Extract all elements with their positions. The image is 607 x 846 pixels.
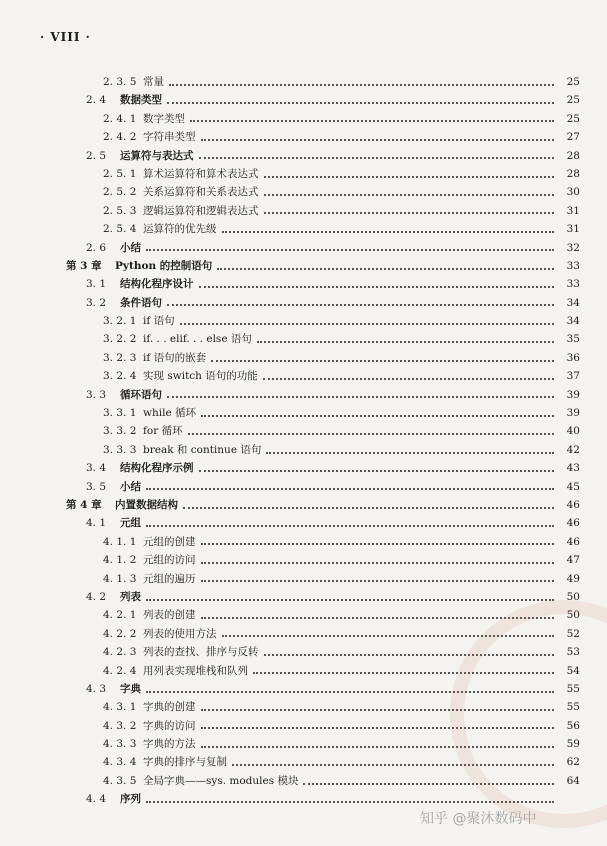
toc-leader-dots [180, 322, 554, 325]
toc-section-row[interactable] [0, 275, 607, 293]
toc-entry-number: 2. 5. 3 [103, 204, 137, 217]
toc-section-row[interactable] [0, 514, 607, 532]
toc-entry-title: 结构化程序示例 [120, 462, 194, 475]
toc-entry-number: 4. 2. 3 [103, 646, 137, 659]
toc-subsection-row[interactable] [0, 165, 607, 183]
toc-entry-title: 运算符的优先级 [143, 223, 217, 236]
toc-leader-dots [167, 303, 554, 306]
toc-entry-number: 3. 2. 3 [103, 351, 137, 364]
toc-leader-dots [222, 634, 555, 637]
toc-leader-dots [188, 432, 554, 435]
toc-leader-dots [190, 119, 554, 122]
toc-entry-number: 3. 3. 1 [103, 407, 137, 420]
toc-entry-number: 第 4 章 [66, 498, 102, 511]
toc-entry-number: 4. 2. 4 [103, 664, 137, 677]
toc-leader-dots [201, 542, 555, 545]
toc-entry-title: 元组的遍历 [143, 572, 196, 585]
toc-page-number: 47 [566, 554, 580, 567]
toc-entry-number: 3. 2. 4 [103, 370, 137, 383]
toc-leader-dots [222, 230, 555, 233]
toc-entry-number: 2. 4. 2 [103, 131, 137, 144]
toc-subsection-row[interactable] [0, 183, 607, 201]
toc-page-number: 25 [566, 112, 580, 125]
toc-page-number: 49 [566, 572, 580, 585]
toc-leader-dots [201, 579, 555, 582]
toc-leader-dots [217, 267, 554, 270]
toc-entry-number: 4. 1. 3 [103, 572, 137, 585]
toc-entry-number: 2. 4 [86, 94, 107, 107]
toc-page-number: 30 [566, 186, 580, 199]
toc-entry-title: 全局字典——sys. modules 模块 [143, 774, 299, 787]
toc-section-row[interactable] [0, 478, 607, 496]
toc-leader-dots [201, 726, 555, 729]
toc-entry-number: 4. 2 [86, 590, 107, 603]
toc-leader-dots [232, 763, 554, 766]
toc-entry-title: 列表的创建 [143, 609, 196, 622]
toc-page-number: 28 [566, 149, 580, 162]
toc-page-number: 46 [566, 535, 580, 548]
toc-page-number: 64 [566, 774, 580, 787]
toc-subsection-row[interactable] [0, 625, 607, 643]
toc-chapter-row[interactable] [0, 496, 607, 514]
toc-subsection-row[interactable] [0, 73, 607, 91]
toc-leader-dots [146, 598, 554, 601]
toc-page-number: 36 [566, 351, 580, 364]
toc-page-number: 50 [566, 590, 580, 603]
toc-page-number: 54 [566, 664, 580, 677]
toc-entry-number: 4. 4 [86, 793, 107, 806]
toc-page-number: 32 [566, 241, 580, 254]
toc-page-number: 50 [566, 609, 580, 622]
toc-leader-dots [167, 395, 554, 398]
toc-subsection-row[interactable] [0, 312, 607, 330]
toc-subsection-row[interactable] [0, 128, 607, 146]
toc-leader-dots [146, 690, 554, 693]
toc-entry-title: 条件语句 [120, 296, 162, 309]
toc-subsection-row[interactable] [0, 441, 607, 459]
toc-subsection-row[interactable] [0, 551, 607, 569]
toc-subsection-row[interactable] [0, 349, 607, 367]
toc-entry-number: 2. 5 [86, 149, 107, 162]
toc-entry-number: 4. 3. 3 [103, 738, 137, 751]
toc-leader-dots [201, 616, 555, 619]
toc-entry-number: 4. 2. 2 [103, 627, 137, 640]
toc-leader-dots [264, 193, 555, 196]
toc-leader-dots [264, 175, 555, 178]
toc-entry-title: 字典的创建 [143, 701, 196, 714]
toc-leader-dots [201, 561, 555, 564]
toc-page-number: 31 [566, 223, 580, 236]
toc-page-number: 39 [566, 407, 580, 420]
toc-leader-dots [199, 156, 555, 159]
toc-entry-title: 内置数据结构 [115, 498, 178, 511]
toc-entry-title: 小结 [120, 241, 141, 254]
toc-entry-number: 4. 3. 2 [103, 719, 137, 732]
toc-entry-title: 字典 [120, 682, 141, 695]
toc-section-row[interactable] [0, 680, 607, 698]
toc-page-number: 43 [566, 462, 580, 475]
toc-subsection-row[interactable] [0, 772, 607, 790]
toc-entry-number: 3. 2. 1 [103, 315, 137, 328]
toc-leader-dots [169, 83, 554, 86]
toc-entry-title: 运算符与表达式 [120, 149, 194, 162]
toc-entry-title: 字典的方法 [143, 738, 196, 751]
table-of-contents [0, 73, 607, 809]
toc-leader-dots [146, 800, 554, 803]
page-number-header: · VIII · [40, 30, 91, 44]
toc-entry-title: 列表的查找、排序与反转 [143, 646, 259, 659]
toc-entry-title: 算术运算符和算术表达式 [143, 167, 259, 180]
toc-subsection-row[interactable] [0, 662, 607, 680]
toc-page-number: 27 [566, 131, 580, 144]
toc-page-number: 45 [566, 480, 580, 493]
toc-entry-title: 数字类型 [143, 112, 185, 125]
toc-entry-title: 字典的访问 [143, 719, 196, 732]
toc-entry-title: 列表的使用方法 [143, 627, 217, 640]
toc-entry-title: 实现 switch 语句的功能 [143, 370, 258, 383]
toc-entry-number: 2. 6 [86, 241, 107, 254]
toc-leader-dots [264, 653, 555, 656]
toc-chapter-row[interactable] [0, 257, 607, 275]
toc-entry-number: 第 3 章 [66, 259, 102, 272]
toc-entry-number: 2. 5. 2 [103, 186, 137, 199]
toc-entry-title: 用列表实现堆栈和队列 [143, 664, 248, 677]
toc-subsection-row[interactable] [0, 698, 607, 716]
toc-page-number: 25 [566, 76, 580, 88]
toc-section-row[interactable] [0, 239, 607, 257]
toc-entry-number: 3. 5 [86, 480, 107, 493]
toc-subsection-row[interactable] [0, 643, 607, 661]
toc-subsection-row[interactable] [0, 367, 607, 385]
toc-subsection-row[interactable] [0, 753, 607, 771]
toc-entry-title: 字典的排序与复制 [143, 756, 227, 769]
toc-subsection-row[interactable] [0, 533, 607, 551]
toc-page-number: 46 [566, 498, 580, 511]
toc-subsection-row[interactable] [0, 606, 607, 624]
toc-subsection-row[interactable] [0, 330, 607, 348]
toc-entry-number: 2. 3. 5 [103, 76, 137, 88]
toc-page-number: 62 [566, 756, 580, 769]
toc-page-number: 52 [566, 627, 580, 640]
toc-entry-title: 序列 [120, 793, 141, 806]
toc-entry-title: 元组的创建 [143, 535, 196, 548]
toc-entry-number: 3. 1 [86, 278, 107, 291]
toc-entry-number: 4. 3. 5 [103, 774, 137, 787]
toc-entry-title: 小结 [120, 480, 141, 493]
toc-leader-dots [303, 782, 554, 785]
toc-page-number: 34 [566, 315, 580, 328]
toc-leader-dots [146, 524, 554, 527]
toc-page-number: 46 [566, 517, 580, 530]
toc-entry-number: 4. 1. 1 [103, 535, 137, 548]
toc-entry-number: 3. 4 [86, 462, 107, 475]
toc-entry-number: 3. 3. 2 [103, 425, 137, 438]
toc-page-number: 33 [566, 259, 580, 272]
toc-entry-number: 3. 2 [86, 296, 107, 309]
toc-section-row[interactable] [0, 91, 607, 109]
toc-section-row[interactable] [0, 588, 607, 606]
toc-entry-number: 4. 1. 2 [103, 554, 137, 567]
toc-entry-title: if 语句的嵌套 [143, 351, 207, 364]
toc-page-number: 31 [566, 204, 580, 217]
toc-page-number: 35 [566, 333, 580, 346]
toc-leader-dots [183, 506, 554, 509]
toc-page-number: 55 [566, 682, 580, 695]
toc-page-number: 39 [566, 388, 580, 401]
toc-page-number: 40 [566, 425, 580, 438]
toc-entry-number: 4. 1 [86, 517, 107, 530]
watermark: 知乎 @聚沐数码中 [420, 811, 537, 827]
toc-leader-dots [263, 377, 554, 380]
toc-leader-dots [257, 340, 554, 343]
toc-leader-dots [201, 745, 555, 748]
toc-subsection-row[interactable] [0, 220, 607, 238]
toc-page-number: 28 [566, 167, 580, 180]
toc-entry-title: 常量 [143, 76, 164, 88]
toc-subsection-row[interactable] [0, 110, 607, 128]
toc-entry-title: 逻辑运算符和逻辑表达式 [143, 204, 259, 217]
toc-section-row[interactable] [0, 386, 607, 404]
toc-leader-dots [211, 359, 554, 362]
toc-subsection-row[interactable] [0, 422, 607, 440]
toc-entry-number: 3. 2. 2 [103, 333, 137, 346]
toc-page-number: 37 [566, 370, 580, 383]
toc-page-number: 42 [566, 443, 580, 456]
toc-leader-dots [201, 138, 555, 141]
toc-leader-dots [199, 285, 555, 288]
toc-page-number: 59 [566, 738, 580, 751]
toc-entry-number: 4. 3. 4 [103, 756, 137, 769]
toc-subsection-row[interactable] [0, 717, 607, 735]
toc-subsection-row[interactable] [0, 202, 607, 220]
toc-section-row[interactable] [0, 147, 607, 165]
toc-section-row[interactable] [0, 790, 607, 808]
toc-entry-title: 元组 [120, 517, 141, 530]
toc-entry-title: for 循环 [143, 425, 183, 438]
toc-leader-dots [146, 248, 554, 251]
toc-leader-dots [264, 211, 555, 214]
toc-subsection-row[interactable] [0, 735, 607, 753]
toc-section-row[interactable] [0, 294, 607, 312]
toc-section-row[interactable] [0, 459, 607, 477]
toc-entry-number: 4. 2. 1 [103, 609, 137, 622]
toc-entry-number: 2. 4. 1 [103, 112, 137, 125]
toc-page-number: 33 [566, 278, 580, 291]
toc-page-number: 53 [566, 646, 580, 659]
toc-entry-title: 元组的访问 [143, 554, 196, 567]
toc-entry-number: 2. 5. 1 [103, 167, 137, 180]
toc-subsection-row[interactable] [0, 404, 607, 422]
toc-leader-dots [167, 101, 554, 104]
toc-entry-title: break 和 continue 语句 [143, 443, 262, 456]
toc-leader-dots [253, 671, 554, 674]
toc-entry-title: 字符串类型 [143, 131, 196, 144]
toc-leader-dots [146, 487, 554, 490]
toc-leader-dots [199, 469, 555, 472]
toc-entry-title: 列表 [120, 590, 141, 603]
toc-page-number: 56 [566, 719, 580, 732]
toc-entry-title: 关系运算符和关系表达式 [143, 186, 259, 199]
toc-entry-number: 4. 3 [86, 682, 107, 695]
toc-leader-dots [201, 414, 554, 417]
toc-entry-number: 2. 5. 4 [103, 223, 137, 236]
toc-entry-title: 结构化程序设计 [120, 278, 194, 291]
toc-entry-number: 4. 3. 1 [103, 701, 137, 714]
toc-entry-number: 3. 3 [86, 388, 107, 401]
toc-subsection-row[interactable] [0, 570, 607, 588]
toc-leader-dots [266, 451, 554, 454]
toc-page-number: 25 [566, 94, 580, 107]
toc-entry-title: if 语句 [143, 315, 175, 328]
toc-entry-title: 数据类型 [120, 94, 162, 107]
toc-entry-title: Python 的控制语句 [115, 259, 213, 272]
toc-page-number: 34 [566, 296, 580, 309]
toc-page-number: 55 [566, 701, 580, 714]
toc-entry-title: while 循环 [143, 407, 197, 420]
toc-entry-number: 3. 3. 3 [103, 443, 137, 456]
toc-entry-title: if. . . elif. . . else 语句 [143, 333, 252, 346]
toc-leader-dots [201, 708, 555, 711]
toc-entry-title: 循环语句 [120, 388, 162, 401]
